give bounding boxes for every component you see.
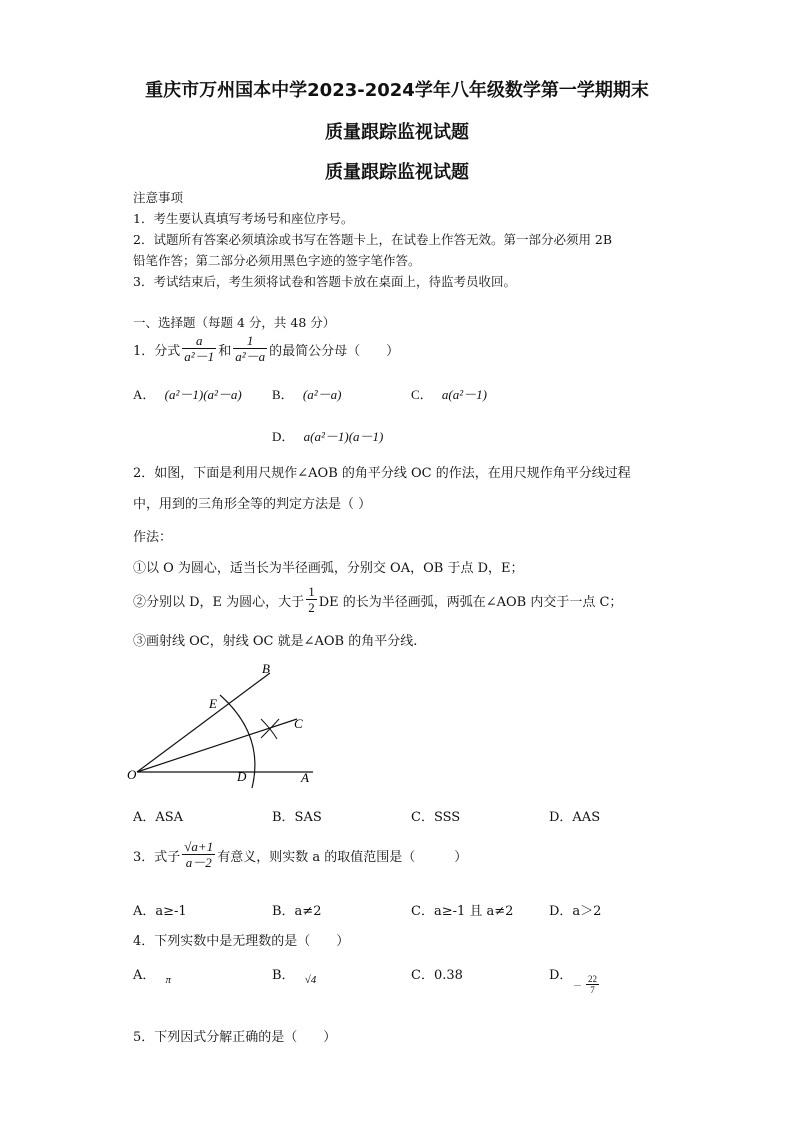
question-5-stem: 5．下列因式分解正确的是（ ） [133, 1030, 337, 1045]
question-4-stem: 4．下列实数中是无理数的是（ ） [133, 934, 350, 949]
q1-option-c-text: a(a²－1) [441, 387, 487, 402]
q2-step-2 [133, 585, 622, 615]
q3-option-a: A．a≥-1 [133, 904, 187, 919]
q1-option-c-label: C． [411, 387, 433, 402]
q1-frac1-denominator: a²－1 [184, 349, 215, 364]
q1-option-a-label: A． [133, 387, 156, 402]
question-2-line2: 中，用到的三角形全等的判定方法是（ ） [133, 497, 372, 512]
q1-option-b-text: (a²－a) [302, 387, 342, 402]
notes-item-3: 3．考试结束后，考生须将试卷和答题卡放在桌面上，待监考员收回。 [133, 274, 516, 289]
q1-option-b [272, 384, 341, 403]
q2-step-3: ③画射线 OC，射线 OC 就是∠AOB 的角平分线. [133, 634, 418, 649]
question-1-stem [133, 334, 399, 364]
label-b: B [262, 661, 270, 676]
q4-option-d-sign: － [573, 980, 583, 991]
q3-option-d: D．a＞2 [549, 904, 602, 919]
q1-suffix: 的最简公分母（ ） [269, 343, 400, 359]
q3-suffix: 有意义，则实数 a 的取值范围是（ ） [217, 849, 468, 865]
q2-step2-suffix: DE 的长为半径画弧，两弧在∠AOB 内交于一点 C； [318, 594, 623, 610]
q2-step2-prefix: ②分别以 D，E 为圆心，大于 [133, 594, 305, 610]
section-heading: 一、选择题（每题 4 分，共 48 分） [133, 315, 336, 330]
q2-step2-frac-den: 2 [308, 600, 315, 615]
label-d: D [237, 769, 247, 784]
q1-fraction-1 [182, 334, 216, 364]
question-3-stem [133, 840, 467, 870]
question-2-line1: 2．如图，下面是利用尺规作∠AOB 的角平分线 OC 的作法，在用尺规作角平分线过程 [133, 466, 631, 481]
q1-option-c [411, 384, 487, 403]
label-e: E [209, 696, 217, 711]
angle-bisector-figure [125, 655, 325, 790]
q3-frac-denominator: a－2 [185, 855, 212, 870]
q4-option-d-value [573, 974, 601, 996]
q2-method-label: 作法： [133, 530, 173, 545]
exam-title-line1: 重庆市万州国本中学2023-2024学年八年级数学第一学期期末 [145, 80, 649, 101]
q4-option-b-text: √4 [304, 974, 317, 986]
q2-step2-frac-num: 1 [308, 584, 315, 599]
q3-frac-numerator: √a+1 [184, 839, 214, 854]
q2-option-c: C．SSS [411, 810, 461, 825]
q1-mid: 和 [218, 343, 232, 359]
q4-option-d-num: 22 [588, 974, 598, 984]
q2-step2-fraction [306, 585, 317, 615]
q1-fraction-2 [233, 334, 267, 364]
ray-ob [137, 673, 270, 772]
q3-fraction [182, 840, 215, 870]
q2-option-a: A．ASA [133, 810, 184, 825]
q1-prefix: 1．分式 [133, 343, 181, 359]
q2-option-d: D．AAS [549, 810, 601, 825]
q3-option-b: B．a≠2 [272, 904, 322, 919]
label-c: C [294, 716, 303, 731]
exam-title-line3: 质量跟踪监视试题 [325, 162, 469, 183]
q4-option-a-label: A． [133, 968, 156, 983]
exam-title-line2: 质量跟踪监视试题 [325, 122, 469, 143]
q1-option-a [133, 384, 242, 403]
q1-option-d-text: a(a²－1)(a－1) [303, 429, 384, 444]
q1-frac2-numerator: 1 [233, 334, 267, 349]
q4-option-d-den: 7 [590, 985, 595, 995]
q1-option-d-label: D． [272, 429, 295, 444]
q4-option-a [133, 964, 172, 986]
q1-frac1-numerator: a [182, 334, 216, 349]
ray-oc [137, 719, 297, 772]
notes-item-2b: 铅笔作答；第二部分必须用黑色字迹的签字笔作答。 [133, 253, 421, 268]
q3-option-c: C．a≥-1 且 a≠2 [411, 904, 514, 919]
q1-frac2-denominator: a²－a [235, 349, 266, 364]
q4-option-d [549, 964, 572, 983]
q4-option-b [272, 964, 317, 986]
q4-option-d-label: D． [549, 968, 573, 983]
q4-option-c: C．0.38 [411, 968, 463, 983]
notes-item-1: 1．考生要认真填写考场号和座位序号。 [133, 211, 354, 226]
q2-option-b: B．SAS [272, 810, 322, 825]
notes-item-2a: 2．试题所有答案必须填涂或书写在答题卡上，在试卷上作答无效。第一部分必须用 2B [133, 232, 613, 247]
notes-heading: 注意事项 [133, 190, 184, 205]
q4-option-a-text: π [165, 974, 172, 986]
q1-option-a-text: (a²－1)(a²－a) [164, 387, 242, 402]
label-a: A [301, 770, 309, 785]
q1-option-d [272, 426, 383, 445]
q4-option-d-fraction [586, 974, 599, 996]
q4-option-b-label: B． [272, 968, 295, 983]
q2-step-1: ①以 O 为圆心，适当长为半径画弧，分别交 OA，OB 于点 D，E； [133, 561, 524, 576]
q1-option-b-label: B． [272, 387, 294, 402]
label-o: O [127, 767, 137, 782]
q3-prefix: 3．式子 [133, 849, 181, 865]
